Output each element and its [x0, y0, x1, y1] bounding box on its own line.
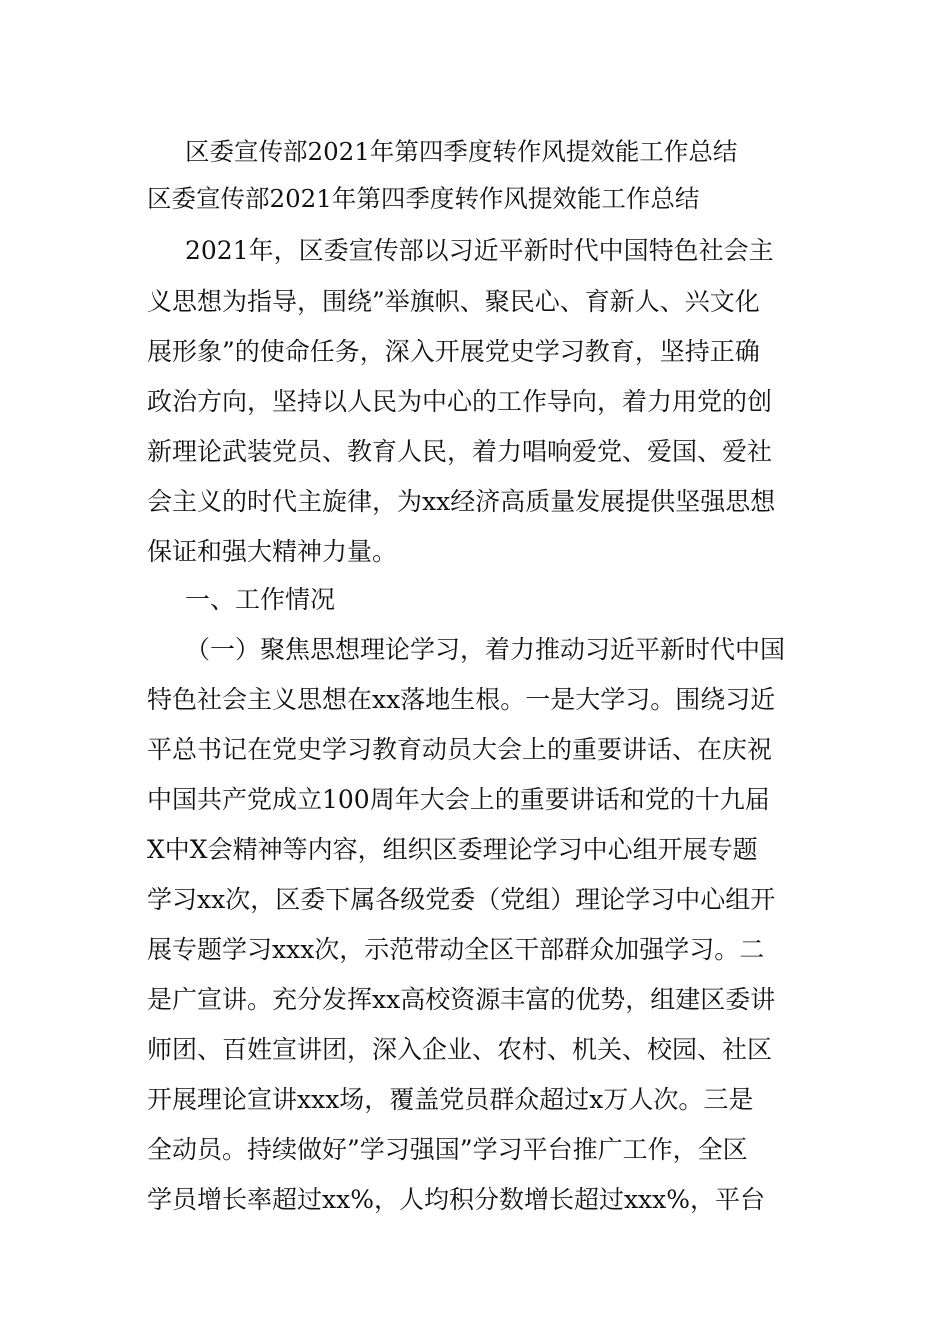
paragraph-line: 保证和强大精神力量。 — [147, 537, 398, 566]
paragraph-line: X中X会精神等内容，组织区委理论学习中心组开展专题 — [147, 835, 758, 864]
paragraph-line: 新理论武装党员、教育人民，着力唱响爱党、爱国、爱社 — [147, 437, 773, 466]
paragraph-line: 平总书记在党史学习教育动员大会上的重要讲话、在庆祝 — [147, 735, 773, 764]
paragraph-line: 中国共产党成立100周年大会上的重要讲话和党的十九届 — [147, 785, 770, 814]
document-subtitle: 区委宣传部2021年第四季度转作风提效能工作总结 — [147, 184, 700, 213]
paragraph-line: 展形象”的使命任务，深入开展党史学习教育，坚持正确 — [147, 337, 760, 366]
paragraph-line: 政治方向，坚持以人民为中心的工作导向，着力用党的创 — [147, 387, 773, 416]
section-heading: 一、工作情况 — [185, 585, 336, 614]
paragraph-line: 全动员。持续做好”学习强国”学习平台推广工作，全区 — [147, 1135, 748, 1164]
paragraph-line: 开展理论宣讲xxx场，覆盖党员群众超过x万人次。三是 — [147, 1085, 754, 1114]
paragraph-line: 展专题学习xxx次，示范带动全区干部群众加强学习。二 — [147, 935, 765, 964]
paragraph-line: 2021年，区委宣传部以习近平新时代中国特色社会主 — [185, 236, 774, 265]
paragraph-line: （一）聚焦思想理论学习，着力推动习近平新时代中国 — [185, 635, 786, 664]
paragraph-line: 会主义的时代主旋律，为xx经济高质量发展提供坚强思想 — [147, 487, 776, 516]
paragraph-line: 是广宣讲。充分发挥xx高校资源丰富的优势，组建区委讲 — [147, 985, 776, 1014]
paragraph-line: 师团、百姓宣讲团，深入企业、农村、机关、校园、社区 — [147, 1035, 773, 1064]
paragraph-line: 特色社会主义思想在xx落地生根。一是大学习。围绕习近 — [147, 685, 776, 714]
paragraph-line: 学员增长率超过xx%，人均积分数增长超过xxx%，平台 — [147, 1185, 766, 1214]
paragraph-line: 义思想为指导，围绕”举旗帜、聚民心、育新人、兴文化 — [147, 287, 760, 316]
paragraph-line: 学习xx次，区委下属各级党委（党组）理论学习中心组开 — [147, 885, 776, 914]
document-title: 区委宣传部2021年第四季度转作风提效能工作总结 — [185, 137, 738, 166]
